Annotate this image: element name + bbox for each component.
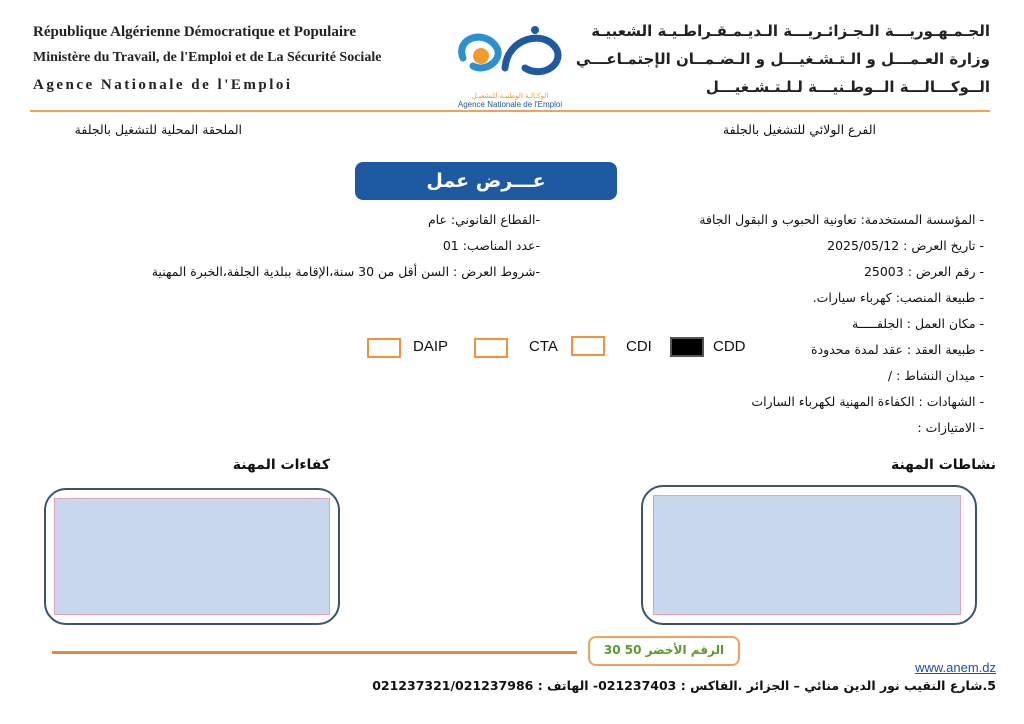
header-fr-line3: Agence Nationale de l'Emploi xyxy=(33,77,293,93)
fields-left xyxy=(120,207,540,285)
field-diplomas: - الشهادات : الكفاءة المهنية لكهرباء السارات xyxy=(751,394,984,409)
activities-box xyxy=(641,485,977,625)
contract-cdd-label: CDD xyxy=(713,338,746,355)
competencies-heading: كفاءات المهنة xyxy=(232,457,330,473)
header-divider xyxy=(30,110,990,112)
office-local: الملحقة المحلية للتشغيل بالجلفة xyxy=(74,122,242,137)
green-number-badge: الرقم الأخضر 50 30 xyxy=(588,636,740,666)
field-position: - طبيعة المنصب: كهرباء سيارات. xyxy=(812,290,984,305)
logo-ar-text: الوكـالـة الوطنيـة للتشغيـل xyxy=(471,92,549,100)
contract-daip-label: DAIP xyxy=(413,338,449,355)
field-offer-date: - تاريخ العرض : 2025/05/12 xyxy=(827,238,984,253)
field-legal-sector: -القطاع القانوني: عام xyxy=(427,212,540,227)
competencies-input-area[interactable] xyxy=(54,498,330,615)
anem-logo xyxy=(445,18,575,109)
header-ar-line2: وزارة العـمـــل و الـتـشـغيـــل و الـضـمــان الإجتمـاعـــي xyxy=(575,50,990,68)
field-contract-nature: - طبيعة العقد : عقد لمدة محدودة xyxy=(811,342,984,357)
contract-cta-checkbox[interactable] xyxy=(474,338,508,358)
field-positions-count: -عدد المناصب: 01 xyxy=(442,238,540,253)
website-link[interactable]: www.anem.dz xyxy=(915,660,996,675)
anem-logo-mark xyxy=(445,18,575,88)
contract-daip-checkbox[interactable] xyxy=(367,338,401,358)
contract-cdi-checkbox[interactable] xyxy=(571,336,605,356)
page-title: عـــرض عمل xyxy=(355,162,617,200)
header-fr-line2: Ministère du Travail, de l'Emploi et de La Sécurité Sociale xyxy=(33,50,382,65)
field-workplace: - مكان العمل : الجلفـــــة xyxy=(851,316,984,331)
header-ar-line3: الــوكـــالـــة الــوطـنيـــة لـلـتـشـغيـــل xyxy=(705,78,990,96)
contract-cdi-label: CDI xyxy=(626,338,652,355)
office-regional: الفرع الولائي للتشغيل بالجلفة xyxy=(722,122,876,137)
logo-fr-text: Agence Nationale de l'Emploi xyxy=(457,100,563,109)
competencies-box xyxy=(44,488,340,625)
activities-input-area[interactable] xyxy=(653,495,961,615)
activities-heading: نشاطات المهنة xyxy=(890,457,996,473)
header-fr-line1: République Algérienne Démocratique et Populaire xyxy=(33,24,357,40)
field-offer-number: - رقم العرض : 25003 xyxy=(863,264,984,279)
footer-address: 5.شارع النقيب نور الدين منائي – الجزائر .الفاكس : 021237403- الهاتف : 021237321/021237986 xyxy=(372,678,996,693)
header-ar-line1: الجـمـهـوريـــة الـجـزائـريـــة الـديـمـقـراطـيـة الشعبيـة xyxy=(591,22,990,40)
field-employer: - المؤسسة المستخدمة: تعاونية الحبوب و البقول الجافة xyxy=(699,212,984,227)
contract-cta-label: CTA xyxy=(529,338,558,355)
field-activity-domain: - ميدان النشاط : / xyxy=(887,368,984,383)
footer-divider xyxy=(52,651,577,654)
field-benefits: - الامتيازات : xyxy=(917,420,984,435)
fields-right xyxy=(564,207,984,441)
field-offer-conditions: -شروط العرض : السن أقل من 30 سنة،الإقامة ببلدية الجلفة،الخبرة المهنية xyxy=(151,264,540,279)
contract-cdd-checkbox[interactable] xyxy=(670,337,704,357)
